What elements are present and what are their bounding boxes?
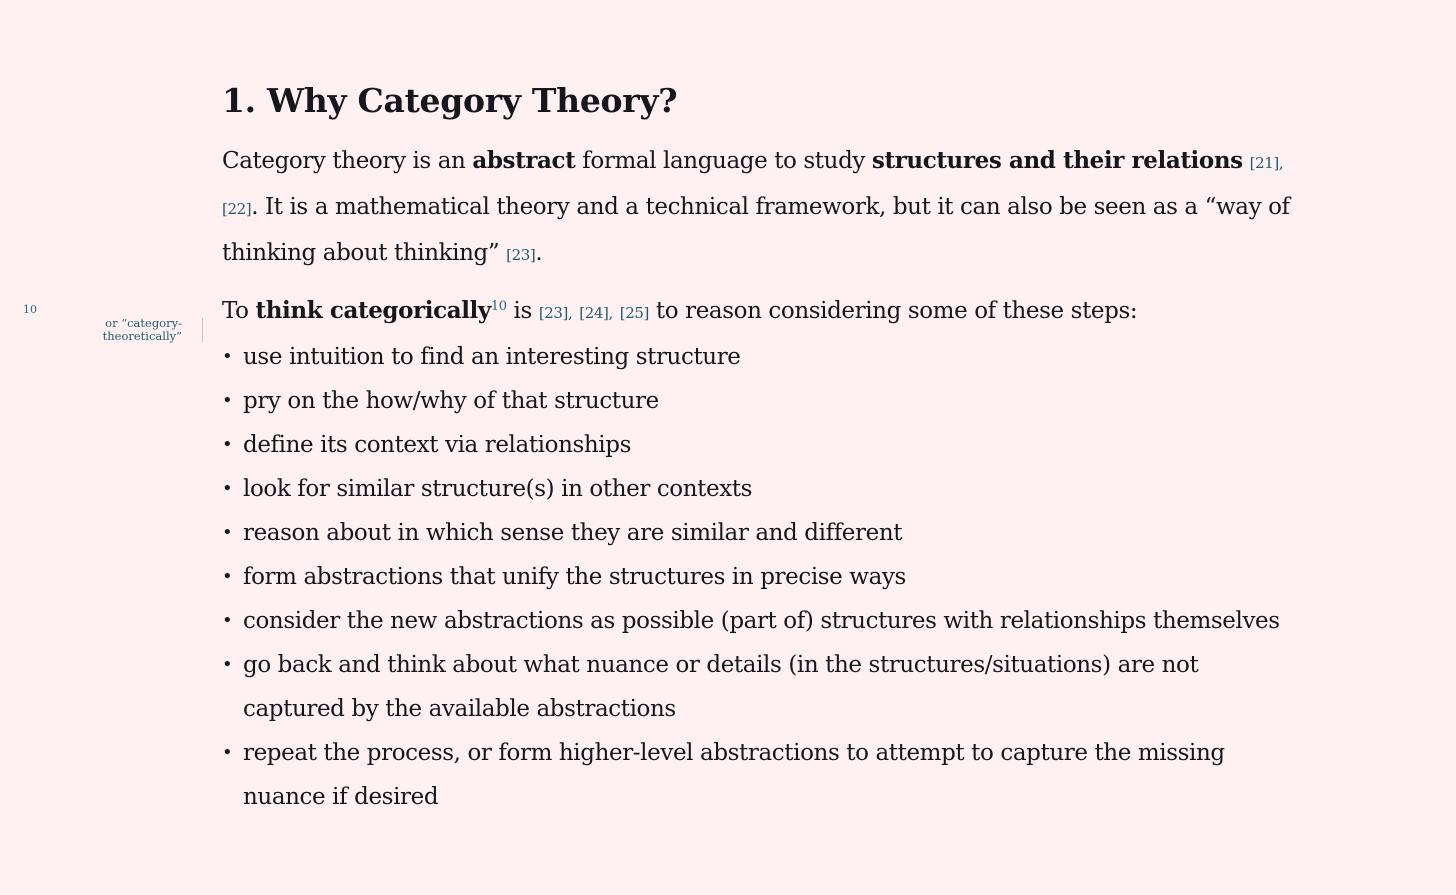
list-item-text: form abstractions that unify the structures in precise ways	[243, 564, 906, 590]
list-item-text: look for similar structure(s) in other contexts	[243, 476, 753, 502]
citation-link-21[interactable]: [21],	[1249, 154, 1284, 172]
citation-link-25[interactable]: [25]	[619, 304, 649, 322]
list-item	[222, 379, 1302, 423]
text: .	[535, 240, 543, 266]
list-item	[222, 335, 1302, 379]
article-section	[222, 78, 1302, 819]
list-item-text: consider the new abstractions as possible (part of) structures with relationships themselves	[243, 608, 1280, 634]
list-item	[222, 643, 1302, 731]
bold-term-abstract: abstract	[472, 147, 576, 174]
text: to reason considering some of these steps:	[648, 298, 1138, 324]
text: is	[513, 298, 539, 324]
bullet: •	[222, 742, 233, 763]
bullet: •	[222, 610, 233, 631]
list-item	[222, 467, 1302, 511]
sidenote-number: 10	[23, 303, 37, 316]
bullet: •	[222, 566, 233, 587]
citation-link-23[interactable]: [23]	[506, 246, 536, 264]
think-categorically-paragraph	[222, 289, 1302, 335]
bold-term-structures: structures and their relations	[871, 147, 1243, 174]
list-item	[222, 731, 1302, 819]
bullet: •	[222, 654, 233, 675]
list-item-text: use intuition to find an interesting structure	[243, 344, 741, 370]
text: To	[222, 298, 256, 324]
steps-list	[222, 335, 1302, 819]
citation-link-22[interactable]: [22]	[222, 200, 252, 218]
bold-term-think-categorically: think categorically	[255, 297, 491, 324]
bullet: •	[222, 346, 233, 367]
bullet: •	[222, 522, 233, 543]
list-item-text: repeat the process, or form higher-level abstractions to attempt to capture the missing nuance if desired	[243, 740, 1225, 810]
text: Category theory is an	[222, 148, 473, 174]
bullet: •	[222, 478, 233, 499]
footnote-marker[interactable]: 10	[490, 299, 507, 314]
citation-link-24[interactable]: [24],	[579, 304, 613, 322]
list-item	[222, 511, 1302, 555]
section-heading: 1. Why Category Theory?	[222, 81, 678, 120]
text: . It is a mathematical theory and a technical framework, but it can also be seen as a “way of thinking about thinking”	[222, 194, 1290, 266]
list-item	[222, 555, 1302, 599]
list-item-text: go back and think about what nuance or details (in the structures/situations) are not captured by the available abstractions	[243, 652, 1199, 722]
citation-link-23[interactable]: [23],	[538, 304, 573, 322]
sidenote-text: or “category-theoretically”	[102, 316, 182, 343]
list-item	[222, 423, 1302, 467]
sidenote-rule	[202, 318, 203, 342]
list-item-text: reason about in which sense they are similar and different	[243, 520, 903, 546]
text: formal language to study	[575, 148, 872, 174]
list-item-text: pry on the how/why of that structure	[243, 388, 659, 414]
bullet: •	[222, 390, 233, 411]
list-item-text: define its context via relationships	[243, 432, 631, 458]
list-item	[222, 599, 1302, 643]
intro-paragraph	[222, 139, 1302, 277]
bullet: •	[222, 434, 233, 455]
